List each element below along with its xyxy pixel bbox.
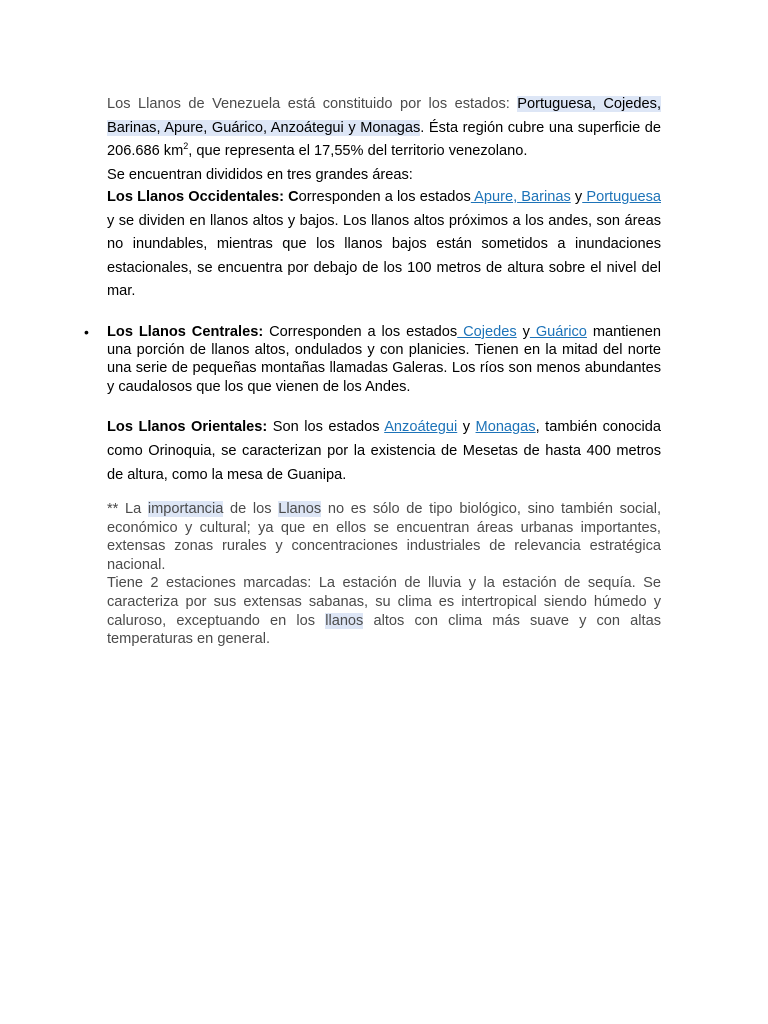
link-sep: ,: [513, 189, 518, 205]
orientales-title: Los Llanos Orientales:: [107, 419, 268, 435]
link-guarico[interactable]: Guárico: [529, 324, 587, 340]
orientales-y: y: [457, 419, 476, 435]
orientales-text2: , también conocida como Orinoquia, se caracterizan por la existencia de Mesetas de hasta 400 metros de altura, como la mesa de Guanipa.: [107, 419, 661, 483]
link-apure[interactable]: Apure: [470, 189, 514, 205]
importancia-c: no es sólo de tipo biológico, sino también social, económico y cultural; ya que en ellos se encuentran áreas urbanas importantes, extensas zonas rurales y concentraciones industriales de relevancia estratégica nacional.: [107, 501, 662, 573]
centrales-paragraph: [107, 323, 661, 396]
importancia-paragraph: [107, 500, 661, 649]
centrales-y: y: [516, 324, 530, 340]
centrales-title: Los Llanos Centrales:: [107, 324, 264, 340]
highlight-llanos: Llanos: [278, 501, 322, 517]
importancia-a: ** La: [107, 501, 148, 517]
highlight-importancia: importancia: [147, 501, 224, 517]
orientales-paragraph: [107, 416, 661, 487]
link-barinas[interactable]: Barinas: [517, 189, 571, 205]
occidentales-text1: orresponden a los estados: [298, 189, 471, 205]
importancia-b: de los: [223, 501, 279, 517]
occidentales-y: y: [570, 189, 583, 205]
intro-line2: Se encuentran divididos en tres grandes áreas:: [107, 166, 413, 183]
states-highlight: Portuguesa, Cojedes, Barinas, Apure, Guárico, Anzoátegui y Monagas: [107, 96, 661, 136]
orientales-text1: Son los estados: [267, 419, 385, 435]
occidentales-title: Los Llanos Occidentales:: [107, 189, 289, 205]
occidentales-text2: y se dividen en llanos altos y bajos. Los llanos altos próximos a los andes, son áreas no inundables, mientras que los llanos bajos están sometidos a inundaciones estacionales, se encuentra por debajo de los 100 metros de altura sobre el nivel del mar.: [107, 212, 661, 300]
intro-lead: Los Llanos de Venezuela está constituido por los estados:: [107, 96, 518, 112]
superscript: 2: [183, 141, 189, 152]
intro-paragraph: [107, 93, 661, 187]
link-monagas[interactable]: Monagas: [475, 419, 536, 435]
centrales-text2: mantienen una porción de llanos altos, ondulados y con planicies. Tienen en la mitad del norte una serie de pequeñas montañas llamadas Galeras. Los ríos son menos abundantes y caudalosos que los que vienen de los Andes.: [107, 324, 661, 395]
occidentales-cap: C: [288, 189, 299, 205]
estaciones-a: Tiene 2 estaciones marcadas: La estación de lluvia y la estación de sequía. Se caracteriza por sus extensas sabanas, su clima es intertropical siendo húmedo y caluroso, exceptuando en los: [107, 575, 661, 629]
bullet-icon: •: [84, 324, 89, 340]
link-cojedes[interactable]: Cojedes: [457, 324, 517, 340]
estaciones-b: altos con clima más suave y con altas temperaturas en general.: [107, 612, 661, 648]
link-portuguesa[interactable]: Portuguesa: [582, 189, 661, 205]
link-anzoategui[interactable]: Anzoátegui: [384, 419, 458, 435]
intro-after: . Ésta región cubre una superficie de 206.686 km: [107, 119, 661, 160]
centrales-text1: Corresponden a los estados: [263, 324, 458, 340]
highlight-llanos-lower: llanos: [325, 612, 364, 629]
intro-tail: , que representa el 17,55% del territorio venezolano.: [188, 143, 528, 160]
occidentales-paragraph: [107, 186, 661, 304]
